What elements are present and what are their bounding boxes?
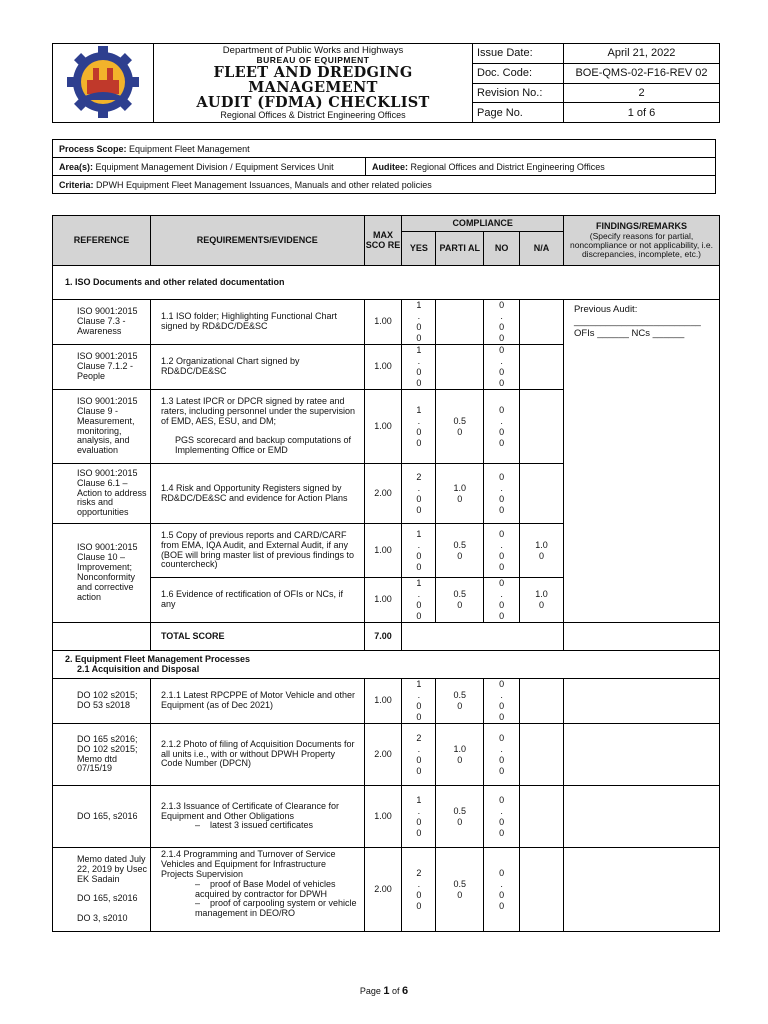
page-no-value: 1 of 6	[564, 103, 720, 123]
row-partial: 0.5 0	[436, 578, 484, 623]
row-no: 0 . 0 0	[484, 786, 520, 848]
section-2-subtitle: 2.1 Acquisition and Disposal	[77, 663, 200, 674]
row-max-score: 1.00	[364, 679, 402, 724]
row-reference	[53, 848, 151, 932]
row-no: 0 . 0 0	[484, 390, 520, 464]
bureau-name: BUREAU OF EQUIPMENT	[256, 54, 370, 65]
row-yes: 1 . 0 0	[402, 578, 436, 623]
footer-page-number: 1	[383, 985, 390, 997]
row-yes: 1 . 0 0	[402, 524, 436, 578]
row-reference: ISO 9001:2015 Clause 7.3 - Awareness	[53, 300, 151, 345]
row-partial: 1.0 0	[436, 464, 484, 524]
row-remarks	[563, 679, 719, 724]
department-name: Department of Public Works and Highways	[222, 45, 404, 56]
row-yes: 1 . 0 0	[402, 390, 436, 464]
row-max-score: 1.00	[364, 578, 402, 623]
col-partial: PARTI AL	[436, 232, 484, 266]
row-requirement: 1.2 Organizational Chart signed by RD&DC/DE&SC	[150, 345, 364, 390]
row-yes: 2 . 0 0	[402, 724, 436, 786]
auditee-label: Auditee:	[372, 161, 408, 172]
row-yes: 1 . 0 0	[402, 300, 436, 345]
requirement-text: 2.1.3 Issuance of Certificate of Clearance for Equipment and Other Obligations	[160, 800, 340, 821]
row-no: 0 . 0 0	[484, 679, 520, 724]
col-max-score: MAX SCO RE	[364, 216, 402, 266]
row-partial: 0.5 0	[436, 390, 484, 464]
page-footer	[0, 985, 768, 997]
row-max-score: 1.00	[364, 786, 402, 848]
row-reference: ISO 9001:2015 Clause 10 – Improvement; Nonconformity and corrective action	[53, 524, 151, 623]
revision-label: Revision No.:	[473, 83, 564, 103]
requirement-bullet: – proof of carpooling system or vehicle management in DEO/RO	[194, 898, 357, 919]
doc-code-label: Doc. Code:	[473, 63, 564, 83]
auditee-value: Regional Offices and District Engineering Offices	[410, 161, 605, 172]
row-no: 0 . 0 0	[484, 578, 520, 623]
row-no: 0 . 0 0	[484, 345, 520, 390]
revision-value: 2	[564, 83, 720, 103]
row-partial: 0.5 0	[436, 848, 484, 932]
checklist-table	[52, 215, 720, 932]
criteria-value: DPWH Equipment Fleet Management Issuances, Manuals and other related policies	[96, 179, 432, 190]
section-1-title: 1. ISO Documents and other related documentation	[53, 266, 720, 300]
requirement-text: 2.1.4 Programming and Turnover of Service Vehicles and Equipment for Infrastructure Projects Supervision	[160, 849, 336, 879]
title-line-2: AUDIT (FDMA) CHECKLIST	[196, 94, 430, 112]
row-na	[520, 345, 564, 390]
reference-text-2: DO 165, s2016	[77, 893, 138, 904]
table-row	[53, 724, 720, 786]
section-2-header	[53, 651, 720, 679]
remarks-previous-audit: Previous Audit:	[573, 304, 638, 315]
area-value: Equipment Management Division / Equipment Services Unit	[95, 161, 334, 172]
table-row	[53, 848, 720, 932]
footer-of-label: of	[392, 986, 400, 996]
total-score-value: 7.00	[364, 623, 402, 651]
title-line-1: FLEET AND DREDGING MANAGEMENT	[213, 63, 413, 97]
row-requirement: 1.4 Risk and Opportunity Registers signed by RD&DC/DE&SC and evidence for Action Plans	[150, 464, 364, 524]
issue-date-value: April 21, 2022	[564, 44, 720, 64]
auditee-cell	[366, 158, 716, 176]
row-reference: DO 165, s2016	[53, 786, 151, 848]
row-yes: 2 . 0 0	[402, 464, 436, 524]
row-yes: 2 . 0 0	[402, 848, 436, 932]
footer-page-total: 6	[402, 985, 409, 997]
col-yes: YES	[402, 232, 436, 266]
row-na: 1.0 0	[520, 578, 564, 623]
row-remarks	[563, 786, 719, 848]
document-header	[52, 43, 720, 123]
row-partial: 0.5 0	[436, 679, 484, 724]
row-na: 1.0 0	[520, 524, 564, 578]
table-row	[53, 679, 720, 724]
requirement-bullet: – proof of Base Model of vehicles acquired by contractor for DPWH	[194, 878, 336, 899]
row-reference: DO 165 s2016; DO 102 s2015; Memo dtd 07/15/19	[53, 724, 151, 786]
col-requirements: REQUIREMENTS/EVIDENCE	[150, 216, 364, 266]
criteria-label: Criteria:	[59, 179, 94, 190]
row-partial	[436, 345, 484, 390]
process-scope	[53, 140, 716, 158]
row-na	[520, 679, 564, 724]
row-max-score: 2.00	[364, 464, 402, 524]
title-subtitle: Regional Offices & District Engineering Offices	[220, 109, 406, 120]
row-requirement: 1.1 ISO folder; Highlighting Functional Chart signed by RD&DC/DE&SC	[150, 300, 364, 345]
dpwh-gear-logo	[66, 46, 140, 118]
row-partial: 1.0 0	[436, 724, 484, 786]
remarks-ofi-nc: OFIs ______ NCs ______	[573, 327, 685, 339]
row-max-score: 1.00	[364, 345, 402, 390]
row-partial	[436, 300, 484, 345]
row-requirement	[150, 848, 364, 932]
col-compliance: COMPLIANCE	[402, 216, 564, 232]
row-reference: DO 102 s2015; DO 53 s2018	[53, 679, 151, 724]
criteria-cell	[53, 176, 716, 194]
row-requirement	[150, 390, 364, 464]
row-max-score: 1.00	[364, 390, 402, 464]
col-reference: REFERENCE	[53, 216, 151, 266]
row-na	[520, 786, 564, 848]
area-label: Area(s):	[59, 161, 94, 172]
page-no-label: Page No.	[473, 103, 564, 123]
dpwh-logo-cell	[53, 44, 154, 123]
row-na	[520, 464, 564, 524]
row-max-score: 1.00	[364, 300, 402, 345]
requirement-text-2: PGS scorecard and backup computations of Implementing Office or EMD	[174, 435, 352, 456]
row-requirement: 1.5 Copy of previous reports and CARD/CARF from EMA, IQA Audit, and External Audit, if any (BOE will bring master list of previous findings to countercheck)	[150, 524, 364, 578]
row-no: 0 . 0 0	[484, 464, 520, 524]
row-remarks	[563, 724, 719, 786]
table-row	[53, 786, 720, 848]
row-yes: 1 . 0 0	[402, 786, 436, 848]
process-scope-value: Equipment Fleet Management	[129, 143, 250, 154]
row-remarks	[563, 848, 719, 932]
row-max-score: 1.00	[364, 524, 402, 578]
row-partial: 0.5 0	[436, 786, 484, 848]
section-1-remarks	[563, 300, 719, 623]
row-yes: 1 . 0 0	[402, 345, 436, 390]
row-na	[520, 390, 564, 464]
row-requirement	[150, 786, 364, 848]
footer-page-label: Page	[359, 986, 381, 996]
scope-table	[52, 139, 716, 194]
process-scope-label: Process Scope:	[59, 143, 127, 154]
row-na	[520, 300, 564, 345]
col-no: NO	[484, 232, 520, 266]
section-2-title: 2. Equipment Fleet Management Processes	[65, 653, 251, 664]
area-cell	[53, 158, 366, 176]
row-partial: 0.5 0	[436, 524, 484, 578]
remarks-blank-line: ________________________	[573, 315, 701, 327]
findings-title: FINDINGS/REMARKS	[595, 221, 687, 232]
requirement-bullet: – latest 3 issued certificates	[194, 820, 314, 831]
row-reference: ISO 9001:2015 Clause 9 - Measurement, monitoring, analysis, and evaluation	[53, 390, 151, 464]
col-findings	[563, 216, 719, 266]
total-score-row	[53, 623, 720, 651]
row-max-score: 2.00	[364, 724, 402, 786]
row-no: 0 . 0 0	[484, 848, 520, 932]
findings-note: (Specify reasons for partial, noncompliance or not applicability, i.e. discrepancies, incomplete, etc.)	[569, 230, 713, 259]
row-na	[520, 724, 564, 786]
table-row	[53, 300, 720, 345]
row-max-score: 2.00	[364, 848, 402, 932]
reference-text: Memo dated July 22, 2019 by Usec EK Sadain	[77, 853, 148, 884]
row-no: 0 . 0 0	[484, 300, 520, 345]
row-requirement: 1.6 Evidence of rectification of OFIs or NCs, if any	[150, 578, 364, 623]
doc-code-value: BOE-QMS-02-F16-REV 02	[564, 63, 720, 83]
total-score-label: TOTAL SCORE	[150, 623, 364, 651]
issue-date-label: Issue Date:	[473, 44, 564, 64]
reference-text-3: DO 3, s2010	[77, 913, 128, 924]
row-requirement: 2.1.2 Photo of filing of Acquisition Documents for all units i.e., with or without DPWH Property Code Number (DPCN)	[150, 724, 364, 786]
row-na	[520, 848, 564, 932]
row-yes: 1 . 0 0	[402, 679, 436, 724]
row-no: 0 . 0 0	[484, 524, 520, 578]
requirement-text: 1.3 Latest IPCR or DPCR signed by ratee and raters, including personnel under the supervision of EMD, AES, ESU, and DM;	[160, 395, 356, 426]
row-requirement: 2.1.1 Latest RPCPPE of Motor Vehicle and other Equipment (as of Dec 2021)	[150, 679, 364, 724]
document-title-block	[154, 44, 473, 123]
col-na: N/A	[520, 232, 564, 266]
row-reference: ISO 9001:2015 Clause 7.1.2 - People	[53, 345, 151, 390]
row-reference: ISO 9001:2015 Clause 6.1 – Action to address risks and opportunities	[53, 464, 151, 524]
row-no: 0 . 0 0	[484, 724, 520, 786]
